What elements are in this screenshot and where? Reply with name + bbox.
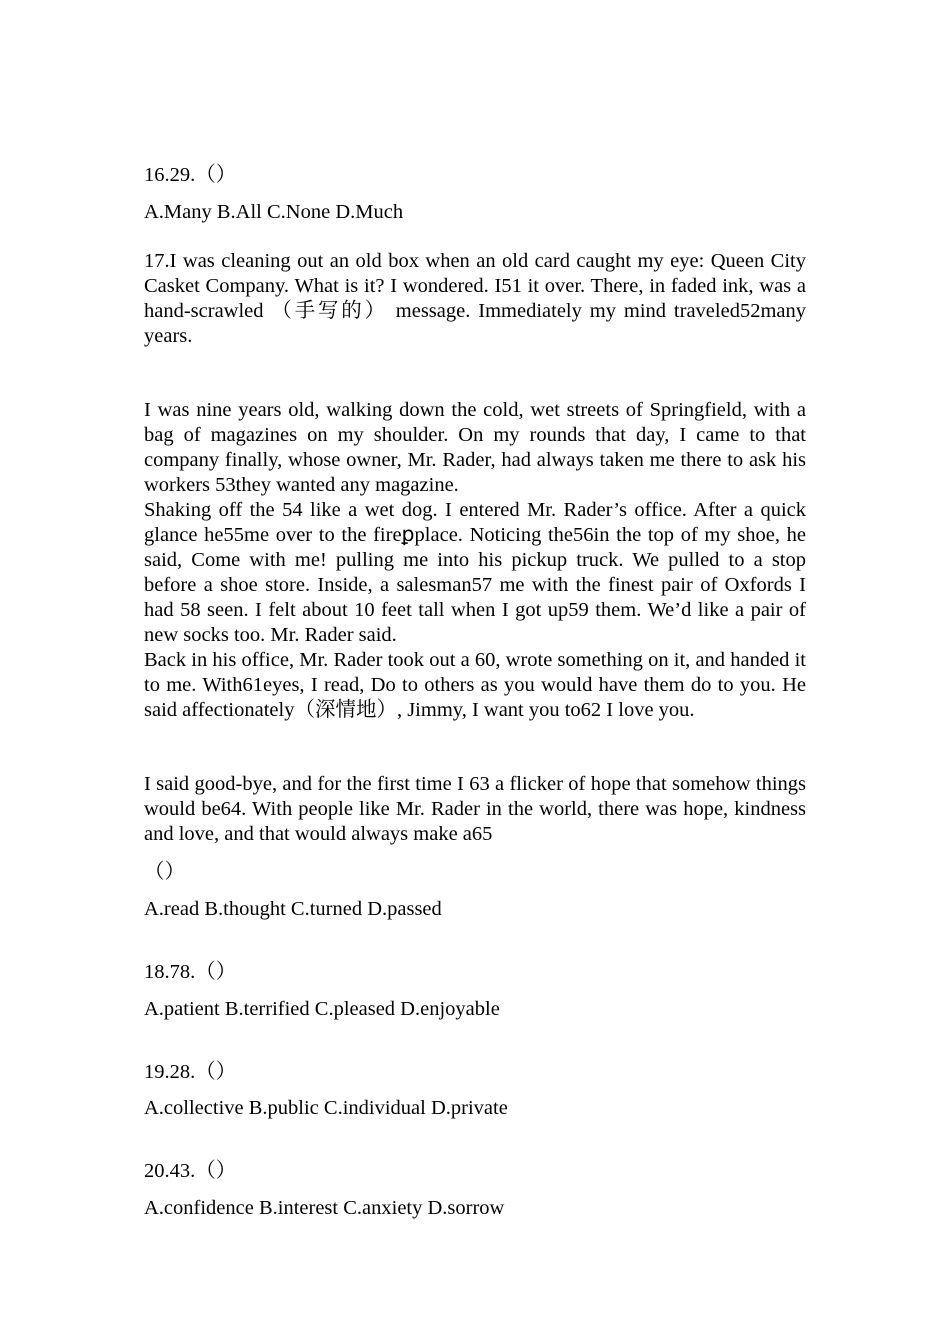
q17-passage-p5: I said good-bye, and for the first time I 63 a flicker of hope that somehow things would be64. With people like Mr. Rader in the world, there was hope, kindness and love, and that would always make a65	[144, 773, 806, 845]
q17-passage-p2: I was nine years old, walking down the cold, wet streets of Springfield, with a bag of magazines on my shoulder. On my rounds that day, I came to that company finally, whose owner, Mr. Rader, had always taken me there to ask his workers 53they wanted any magazine.	[144, 399, 806, 496]
q16-stem: 16.29.（）	[144, 164, 237, 186]
q17-intro-text: 17.I was cleaning out an old box when an old card caught my eye: Queen City Casket Company. What is it? I wondered. I51 it over. There, in faded ink, was a hand-scrawled （手写的） message. Immediately my mind traveled52many years.	[144, 250, 806, 347]
q18-options: A.patient B.terrified C.pleased D.enjoyable	[144, 998, 500, 1020]
q19-stem: 19.28.（）	[144, 1061, 237, 1083]
q16-options: A.Many B.All C.None D.Much	[144, 201, 404, 223]
q20-stem: 20.43.（）	[144, 1160, 237, 1182]
q20-options: A.confidence B.interest C.anxiety D.sorrow	[144, 1197, 505, 1219]
q17-passage-p4: Back in his office, Mr. Rader took out a 60, wrote something on it, and handed it to me. With61eyes, I read, Do to others as you would have them do to you. He said affectionately（深情地）, Jimmy, I want you to62 I love you.	[144, 649, 806, 721]
q17-stem: （）	[144, 861, 185, 883]
q17-passage-intro	[144, 249, 806, 349]
q18-stem: 18.78.（）	[144, 961, 237, 983]
exam-page	[144, 0, 806, 1344]
q17-passage-p3: Shaking off the 54 like a wet dog. I entered Mr. Rader’s office. After a quick glance he55me over to the fireꝑplace. Noticing the56in the top of my shoe, he said, Come with me! pulling me into his pickup truck. We pulled to a stop before a shoe store. Inside, a salesman57 me with the finest pair of Oxfords I had 58 seen. I felt about 10 feet tall when I got up59 them. We’d like a pair of new socks too. Mr. Rader said.	[144, 499, 806, 646]
q17-options: A.read B.thought C.turned D.passed	[144, 898, 442, 920]
q19-options: A.collective B.public C.individual D.private	[144, 1097, 508, 1119]
